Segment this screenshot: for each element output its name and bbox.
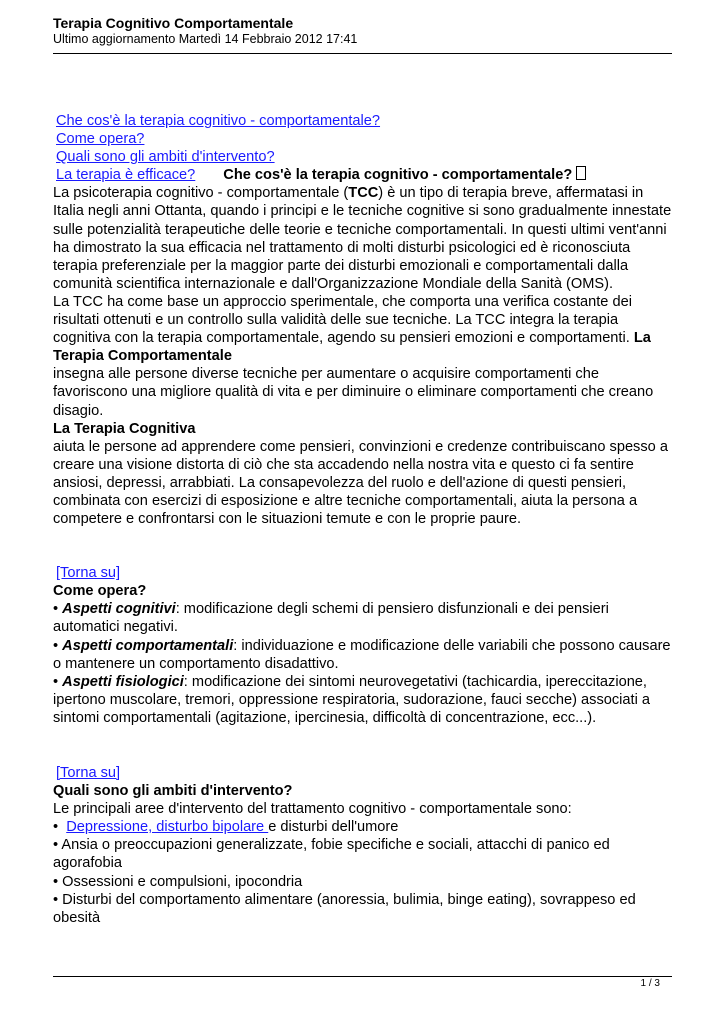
missing-glyph-icon (576, 166, 586, 180)
toc-item (53, 112, 672, 130)
paragraph-tcc: La TCC ha come base un approccio sperimentale, che comporta una verifica costante dei risultati ottenuti e un controllo sulla validità delle sue tecniche. La TCC integra la terapia cognitiva con la terapia comportamentale, agendo su pensieri emozioni e comportamenti. La Terapia Comportamentale (53, 293, 651, 365)
list-item: • Aspetti fisiologici: modificazione dei sintomi neurovegetativi (tachicardia, ipereccitazione, ipertono muscolare, tremori, oppressione respiratoria, sudorazione, fauci secche) associati a sintomi comportamentali (agitazione, ipercinesia, difficoltà di concentrazione, ecc...). (53, 673, 651, 726)
last-updated: Ultimo aggiornamento Martedì 14 Febbraio 2012 17:41 (53, 32, 358, 46)
paragraph-intro: La psicoterapia cognitivo - comportamentale (TCC) è un tipo di terapia breve, affermatasi in Italia negli anni Ottanta, quando i principi e le tecniche cognitive si sono gradualmente innestate sulle potenzialità terapeutiche delle teorie e tecniche comportamentali. In questi ultimi vent'anni ha dimostrato la sua efficacia nel trattamento di molti disturbi psicologici ed è riconosciuta terapia preferenziale per la maggior parte dei disturbi emozionali e comportamentali dalla comunità scientifica internazionale e dall'Organizzazione Mondiale della Sanità (OMS). (53, 185, 672, 292)
toc-link-efficacy[interactable]: La terapia è efficace? (56, 167, 196, 184)
list-item: • Disturbi del comportamento alimentare (anoressia, bulimia, binge eating), sovrappeso ed obesità (53, 891, 636, 926)
subheading-behavioral: La Terapia Comportamentale (53, 330, 651, 365)
article-body (53, 112, 672, 927)
toc-item (53, 148, 672, 166)
header-divider (53, 53, 672, 54)
footer-divider (53, 976, 672, 977)
back-to-top-link[interactable]: [Torna su] (56, 765, 121, 781)
toc-item (53, 130, 672, 148)
page-number: 1 / 3 (640, 978, 660, 989)
list-item: • Aspetti comportamentali: individuazione e modificazione delle variabili che possono causare o mantenere un comportamento disadattivo. (53, 637, 671, 672)
toc-link-areas[interactable]: Quali sono gli ambiti d'intervento? (56, 149, 275, 166)
back-to-top-link[interactable]: [Torna su] (56, 565, 121, 582)
section-heading-how: Come opera? (53, 583, 147, 600)
list-item: • Ansia o preoccupazioni generalizzate, fobie specifiche e sociali, attacchi di panico ed agorafobia (53, 837, 610, 872)
depression-link[interactable]: Depressione, disturbo bipolare (66, 819, 269, 836)
paragraph-areas-intro: Le principali aree d'intervento del trattamento cognitivo - comportamentale sono: (53, 801, 572, 818)
section-heading-areas: Quali sono gli ambiti d'intervento? (53, 783, 293, 800)
list-item: • Aspetti cognitivi: modificazione degli schemi di pensiero disfunzionali e dei pensieri automatici negativi. (53, 601, 609, 636)
subheading-cognitive: La Terapia Cognitiva (53, 420, 196, 437)
toc-item (53, 166, 672, 184)
toc-link-what-is[interactable]: Che cos'è la terapia cognitivo - comportamentale? (56, 113, 381, 129)
paragraph-behavioral: insegna alle persone diverse tecniche per aumentare o acquisire comportamenti che favoriscono una migliore qualità di vita e per diminuire o eliminare comportamenti che creano disagio. (53, 366, 654, 419)
toc-link-how[interactable]: Come opera? (56, 131, 145, 148)
paragraph-cognitive: aiuta le persone ad apprendere come pensieri, convinzioni e credenze contribuiscano spesso a creare una visione distorta di ciò che sta accadendo nella nostra vita e questo ci fa sentire ansiosi, depressi, arrabbiati. La consapevolezza del ruolo e dell'azione di questi pensieri, combinata con esercizi di esposizione e altre tecniche comportamentali, aiuta la persona a competere e confrontarsi con le situazioni temute e con le proprie paure. (53, 438, 668, 528)
document-title: Terapia Cognitivo Comportamentale (53, 15, 294, 31)
list-item: • Depressione, disturbo bipolare e disturbi dell'umore (53, 819, 399, 836)
tcc-abbr: TCC (348, 185, 379, 202)
section-heading-what-is: Che cos'è la terapia cognitivo - comportamentale? (223, 167, 573, 184)
list-item: • Ossessioni e compulsioni, ipocondria (53, 873, 303, 890)
